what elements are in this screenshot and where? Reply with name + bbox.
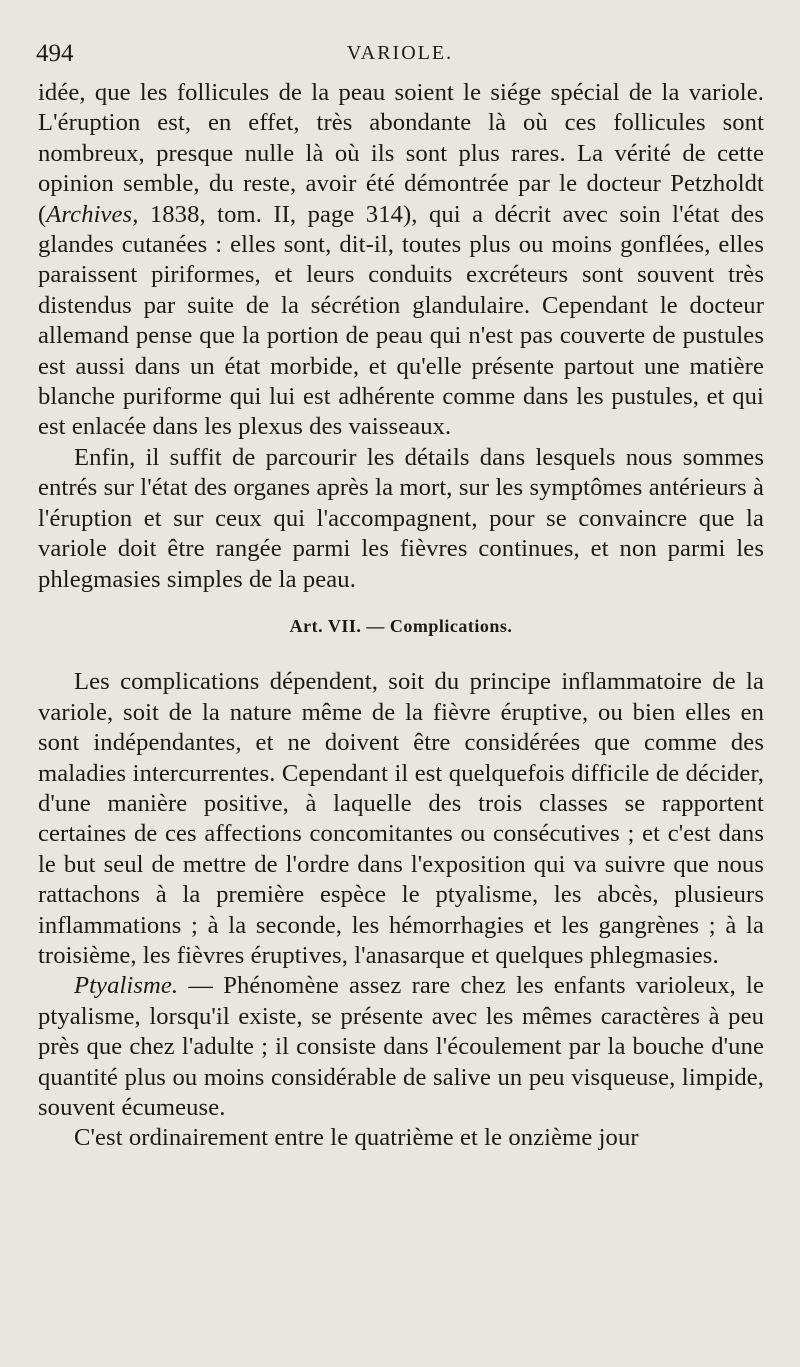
term-ptyalisme: Ptyalisme. [74, 972, 179, 1000]
running-title: VARIOLE. [346, 42, 454, 64]
section-title: — Complications. [366, 615, 513, 636]
section-heading [38, 611, 764, 641]
paragraph-ptyalisme-text: — Phénomène assez rare chez les enfants varioleux, le ptyalisme, lorsqu'il existe, se présente avec les mêmes caractères à peu près que chez l'adulte ; il consiste dans l'écoulement par la bouche d'une quantité plus ou moins considérable de salive un peu visqueuse, limpide, souvent écumeuse. [38, 972, 764, 1121]
paragraph-follicles-text-b: 1838, tom. II, page 314), qui a décrit avec soin l'état des glandes cutanées : elles sont, dit-il, toutes plus ou moins gonflées, elles paraissent piriformes, et leurs conduits excréteurs sont souvent très distendus par suite de la sécrétion glandulaire. Cependant le docteur allemand pense que la portion de peau qui n'est pas couverte de pustules est aussi dans un état morbide, et qu'elle présente partout une matière blanche puriforme qui lui est adhérente comme dans les pustules, et qui est enlacée dans les plexus des vaisseaux. [38, 200, 764, 441]
paragraph-ptyalisme [38, 971, 764, 1123]
paragraph-follicles [38, 78, 764, 443]
paragraph-continuation: C'est ordinairement entre le quatrième et le onzième jour [74, 1124, 639, 1152]
paragraph-conclusion: Enfin, il suffit de parcourir les détails dans lesquels nous sommes entrés sur l'état des organes après la mort, sur les symptômes antérieurs à l'éruption et sur ceux qui l'accompagnent, pour se convaincre que la variole doit être rangée parmi les fièvres continues, et non parmi les phlegmasies simples de la peau. [38, 443, 764, 593]
citation-archives: Archives, [46, 200, 139, 228]
page-header [36, 40, 764, 70]
body-text [38, 78, 764, 1154]
page-number: 494 [36, 40, 74, 67]
section-article-number: Art. VII. [289, 615, 362, 636]
paragraph-complications: Les complications dépendent, soit du principe inflammatoire de la variole, soit de la nature même de la fièvre éruptive, ou bien elles en sont indépendantes, et ne doivent être considérées que comme des maladies intercurrentes. Cependant il est quelquefois difficile de décider, d'une manière positive, à laquelle des trois classes se rapportent certaines de ces affections concomitantes ou consécutives ; et c'est dans le but seul de mettre de l'ordre dans l'exposition qui va suivre que nous rattachons à la première espèce le ptyalisme, les abcès, plusieurs inflammations ; à la seconde, les hémorrhagies et les gangrènes ; à la troisième, les fièvres éruptives, l'anasarque et quelques phlegmasies. [38, 668, 764, 969]
paragraph-follicles-text-a: idée, que les follicules de la peau soient le siége spécial de la variole. L'éruption est, en effet, très abondante là où ces follicules sont nombreux, presque nulle là où ils sont plus rares. La vérité de cette opinion semble, du reste, avoir été démontrée par le docteur Petzholdt ( [38, 79, 764, 228]
